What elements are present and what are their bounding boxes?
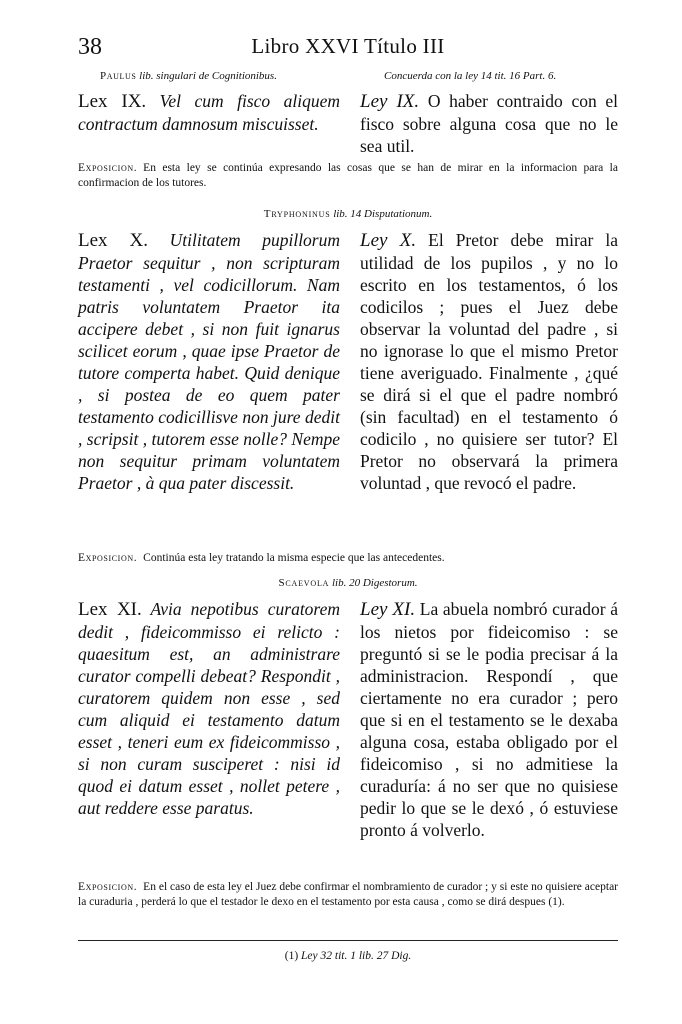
source-author: Paulus [100, 70, 137, 82]
source-work: lib. 20 Digestorum. [331, 577, 418, 589]
running-title: Libro XXVI Título III [251, 34, 445, 58]
latin-text-law-10 [78, 229, 340, 494]
exposition-label: Exposicion. [78, 881, 138, 893]
source-citation [78, 577, 618, 589]
spanish-body: La abuela nombró curador á los nietos por fideicomiso : se preguntó si se le podia precisar á la administracion. Respondí , que ciertamente no era curador ; pero que si en el testamento se le dexaba alguna cosa, estaba obligado por el fideicomiso , si no admitiese la curaduría: á no ser que no quisiese pedir lo que se le dexó , ó estuviese pronto á volverlo. [360, 599, 618, 840]
spanish-text-law-9 [360, 90, 618, 157]
exposition-3 [78, 880, 618, 910]
spanish-text-law-11 [360, 598, 618, 841]
source-author: Tryphoninus [263, 208, 331, 220]
spanish-body: O haber contraido con el fisco sobre alguna cosa que no le sea util. [360, 91, 619, 156]
exposition-2 [78, 551, 618, 566]
lex-label: Lex X. [78, 230, 149, 251]
exposition-label: Exposicion. [78, 552, 138, 564]
latin-text-law-11 [78, 598, 340, 819]
source-work: lib. 14 Disputationum. [333, 208, 433, 220]
latin-body: Avia nepotibus curatorem dedit , fideicommisso ei relicto : quaesitum est, an administrare curator compelli debeat? Respondit , curatorem quidem non esse , sed cum aliquid ei testamento datum esset , teneri eum ex fideicommisso , si non curam susciperet : nisi id quod ei datum esset , nollet petere , aut reddere esse paratus. [78, 599, 340, 818]
exposition-text: En el caso de esta ley el Juez debe confirmar el nombramiento de curador ; y si este no quisiere aceptar la curaduria , perderá lo que el testador le dexo en el testamento por esta causa , como se dirá despues (1). [78, 881, 618, 908]
footnote-text: Ley 32 tit. 1 lib. 27 Dig. [301, 950, 412, 962]
source-citation [78, 208, 618, 220]
exposition-label: Exposicion. [78, 162, 138, 174]
spanish-text-law-10 [360, 229, 618, 494]
source-citation-left [100, 70, 362, 82]
footnote-rule [78, 940, 618, 941]
ley-label: Ley IX. [360, 91, 420, 112]
spanish-body: El Pretor debe mirar la utilidad de los pupilos , y no lo escrito en los testamentos, ó los codicilos ; pues el Juez debe observar la voluntad del padre , si no ignorase lo que el mismo Pretor tiene averiguado. Finalmente , ¿qué se dirá si el que el padre nombró (sin facultad) en el testamento ó codicilo , no quisiere ser tutor? El Pretor no observará la primera voluntad , que revocó el padre. [360, 230, 618, 493]
source-work: lib. singulari de Cognitionibus. [139, 70, 277, 82]
ley-label: Ley X. [360, 230, 417, 251]
footnote [78, 950, 618, 962]
page-number: 38 [78, 34, 102, 60]
ley-label: Ley XI. [360, 599, 416, 620]
latin-text-law-9 [78, 90, 340, 135]
footnote-marker: (1) [284, 950, 299, 962]
exposition-1 [78, 161, 618, 191]
exposition-text: En esta ley se continúa expresando las cosas que se han de mirar en la informacion para la confirmacion de los tutores. [78, 162, 618, 189]
latin-body: Utilitatem pupillorum Praetor sequitur , non scripturam testamenti , vel codicillorum. Nam patris voluntatem Praetor ita accipere debet , si non fuit ignarus scilicet eorum , quae ipse Praetor de tutore comperta habet. Quid denique , si postea de eo quem pater testamento codicillisve non jure dedit , scripsit , tutorem esse nolle? Nempe non sequitur primam voluntatem Praetor , à qua pater discessit. [78, 230, 341, 493]
exposition-text: Continúa esta ley tratando la misma especie que las antecedentes. [143, 552, 445, 564]
concordance-citation: Concuerda con la ley 14 tit. 16 Part. 6. [384, 70, 557, 82]
source-author: Scaevola [278, 577, 330, 589]
running-head [78, 34, 618, 64]
latin-body: Vel cum fisco aliquem contractum damnosum miscuisset. [78, 91, 341, 134]
lex-label: Lex XI. [78, 599, 142, 620]
lex-label: Lex IX. [78, 91, 147, 112]
